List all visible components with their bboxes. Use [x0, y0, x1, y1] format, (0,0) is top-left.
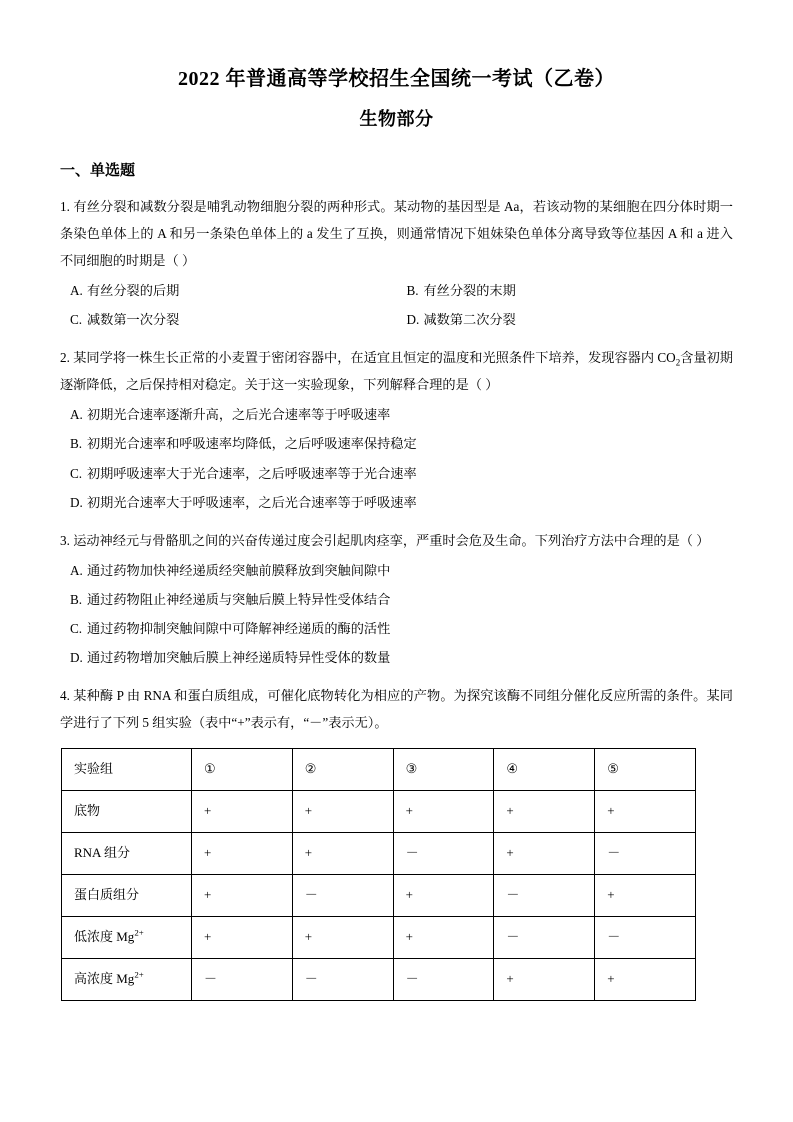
table-row [62, 790, 696, 832]
table-header-cell: ① [192, 748, 293, 790]
table-cell: + [292, 832, 393, 874]
option-row [60, 459, 733, 488]
table-header-cell: ③ [393, 748, 494, 790]
question-2 [60, 344, 733, 516]
table-cell: － [595, 916, 696, 958]
table-cell: － [393, 832, 494, 874]
table-cell: + [595, 958, 696, 1000]
option-c[interactable] [60, 305, 397, 334]
option-d[interactable] [60, 643, 733, 672]
option-row [60, 585, 733, 614]
option-row [60, 276, 733, 305]
row-label: 底物 [62, 790, 192, 832]
table-cell: + [192, 874, 293, 916]
option-b-text: 初期光合速率和呼吸速率均降低，之后呼吸速率保持稳定 [87, 436, 417, 452]
option-c-letter: C. [70, 465, 83, 481]
table-cell: + [494, 958, 595, 1000]
table-cell: － [393, 958, 494, 1000]
option-c-text: 初期呼吸速率大于光合速率，之后呼吸速率等于光合速率 [87, 465, 417, 481]
question-2-stem [60, 344, 733, 398]
option-a-text: 初期光合速率逐渐升高，之后光合速率等于呼吸速率 [87, 407, 391, 423]
row-label-text: 低浓度 Mg [74, 929, 135, 945]
row-label [62, 958, 192, 1000]
table-header-cell: 实验组 [62, 748, 192, 790]
table-cell: + [192, 832, 293, 874]
row-label-text: 高浓度 Mg [74, 971, 135, 987]
row-label-superscript: 2+ [134, 928, 144, 939]
option-row [60, 429, 733, 458]
option-row [60, 305, 733, 334]
option-a-text: 通过药物加快神经递质经突触前膜释放到突触间隙中 [87, 562, 391, 578]
question-4-stem: 4. 某种酶 P 由 RNA 和蛋白质组成，可催化底物转化为相应的产物。为探究该酶不同组分催化反应所需的条件。某同学进行了下列 5 组实验（表中“+”表示有，“－”表示无）。 [60, 687, 733, 730]
option-d[interactable] [397, 305, 734, 334]
table-row [62, 874, 696, 916]
option-row [60, 556, 733, 585]
table-row [62, 916, 696, 958]
table-row [62, 958, 696, 1000]
option-a-letter: A. [70, 562, 83, 578]
option-row [60, 488, 733, 517]
table-cell: + [292, 790, 393, 832]
table-cell: + [393, 874, 494, 916]
question-1-options [60, 276, 733, 334]
table-row [62, 832, 696, 874]
table-cell: － [494, 916, 595, 958]
row-label-superscript: 2+ [134, 970, 144, 981]
page-title: 2022 年普通高等学校招生全国统一考试（乙卷） [178, 68, 615, 90]
page-subtitle: 生物部分 [359, 109, 434, 129]
option-b-text: 有丝分裂的末期 [423, 283, 516, 299]
table-header-row [62, 748, 696, 790]
option-row [60, 614, 733, 643]
table-cell: － [292, 874, 393, 916]
experiment-table [61, 748, 696, 1001]
option-a[interactable] [60, 276, 397, 305]
option-a-letter: A. [70, 407, 83, 423]
question-1-stem: 1. 有丝分裂和减数分裂是哺乳动物细胞分裂的两种形式。某动物的基因型是 Aa，若该动物的某细胞在四分体时期一条染色单体上的 A 和另一条染色单体上的 a 发生了互换，则通常情况下姐妹染色单体分离导致等位基因 A 和 a 进入不同细胞的时期是（ ） [60, 199, 733, 269]
question-2-options [60, 400, 733, 516]
question-3-options [60, 556, 733, 672]
option-b-letter: B. [406, 283, 419, 299]
option-b[interactable] [60, 429, 733, 458]
option-d-letter: D. [406, 312, 420, 328]
option-d-text: 减数第二次分裂 [423, 312, 516, 328]
option-b[interactable] [397, 276, 734, 305]
option-row [60, 643, 733, 672]
question-4 [60, 682, 733, 1001]
question-3-stem: 3. 运动神经元与骨骼肌之间的兴奋传递过度会引起肌肉痉挛，严重时会危及生命。下列治疗方法中合理的是（ ） [60, 532, 710, 548]
option-c-text: 通过药物抑制突触间隙中可降解神经递质的酶的活性 [87, 620, 391, 636]
table-header-cell: ② [292, 748, 393, 790]
table-cell: － [292, 958, 393, 1000]
table-cell: + [192, 790, 293, 832]
option-c[interactable] [60, 459, 733, 488]
row-label: 蛋白质组分 [62, 874, 192, 916]
option-b-letter: B. [70, 436, 83, 452]
question-2-stem-part1: 2. 某同学将一株生长正常的小麦置于密闭容器中，在适宜且恒定的温度和光照条件下培养，发现容器内 CO [60, 350, 676, 366]
table-cell: + [292, 916, 393, 958]
table-header-cell: ④ [494, 748, 595, 790]
row-label: RNA 组分 [62, 832, 192, 874]
option-a-text: 有丝分裂的后期 [87, 283, 180, 299]
question-3 [60, 527, 733, 672]
table-header-cell: ⑤ [595, 748, 696, 790]
question-1 [60, 193, 733, 334]
option-b[interactable] [60, 585, 733, 614]
table-cell: + [393, 790, 494, 832]
section-heading: 一、单选题 [60, 163, 136, 179]
option-a-letter: A. [70, 283, 83, 299]
option-c[interactable] [60, 614, 733, 643]
option-d-text: 初期光合速率大于呼吸速率，之后光合速率等于呼吸速率 [87, 494, 417, 510]
option-d-letter: D. [70, 494, 83, 510]
table-cell: + [595, 874, 696, 916]
option-d-letter: D. [70, 649, 83, 665]
option-c-text: 减数第一次分裂 [87, 312, 180, 328]
question-2-stem-part2: 含量初期逐渐降低，之后保持相对稳定。关于这一实验现象，下列解释合理的是（ ） [60, 350, 733, 393]
table-cell: + [393, 916, 494, 958]
option-d-text: 通过药物增加突触后膜上神经递质特异性受体的数量 [87, 649, 391, 665]
option-b-letter: B. [70, 591, 83, 607]
table-cell: － [494, 874, 595, 916]
option-c-letter: C. [70, 312, 83, 328]
table-cell: + [494, 832, 595, 874]
option-a[interactable] [60, 556, 733, 585]
table-cell: + [595, 790, 696, 832]
table-cell: － [595, 832, 696, 874]
option-a[interactable] [60, 400, 733, 429]
option-row [60, 400, 733, 429]
table-cell: + [192, 916, 293, 958]
option-d[interactable] [60, 488, 733, 517]
row-label [62, 916, 192, 958]
table-cell: + [494, 790, 595, 832]
option-b-text: 通过药物阻止神经递质与突触后膜上特异性受体结合 [87, 591, 391, 607]
co2-subscript: 2 [675, 357, 681, 368]
table-cell: － [192, 958, 293, 1000]
option-c-letter: C. [70, 620, 83, 636]
